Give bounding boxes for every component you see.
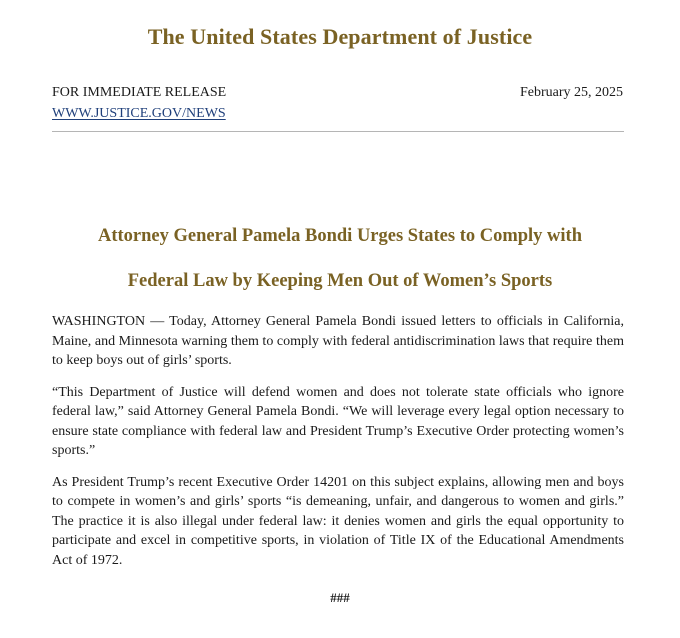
body-paragraph-1: WASHINGTON — Today, Attorney General Pamela Bondi issued letters to officials in California, Maine, and Minnesota warning them to comply with federal antidiscrimination laws that require them to keep boys out of girls’ sports. [52,314,624,368]
news-link[interactable]: WWW.JUSTICE.GOV/NEWS [52,106,226,121]
body-paragraph-3: As President Trump’s recent Executive Order 14201 on this subject explains, allowing men and boys to compete in women’s and girls’ sports “is demeaning, unfair, and dangerous to women and girls.” The practice it is also illegal under federal law: it denies women and girls the equal opportunity to participate and excel in competitive sports, in violation of Title IX of the Educational Amendments Act of 1972. [52,474,624,568]
release-body [52,312,624,582]
release-label: FOR IMMEDIATE RELEASE [52,85,227,100]
headline [40,214,640,304]
headline-line-2: Federal Law by Keeping Men Out of Women’s Sports [127,271,553,291]
end-mark: ### [330,590,350,605]
agency-title: The United States Department of Justice [147,24,533,49]
headline-line-1: Attorney General Pamela Bondi Urges States to Comply with [97,226,583,246]
release-date: February 25, 2025 [519,85,623,100]
body-paragraph-2: “This Department of Justice will defend women and does not tolerate state officials who ignore federal law,” said Attorney General Pamela Bondi. “We will leverage every legal option necessary to ensure state compliance with federal law and President Trump’s Executive Order protecting women’s sports.” [52,384,624,458]
header-divider [52,131,624,132]
